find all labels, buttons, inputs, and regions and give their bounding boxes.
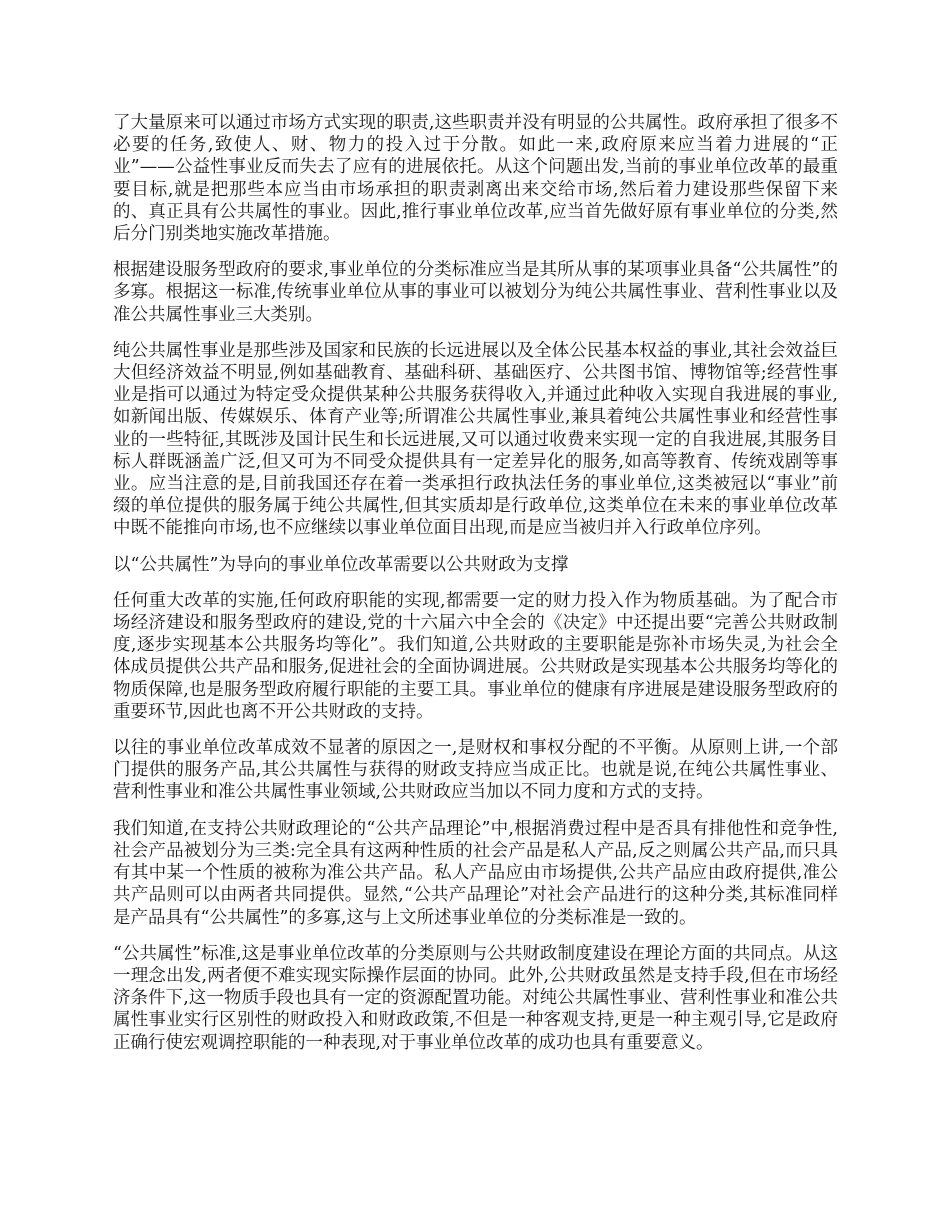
- paragraph-public-goods-theory: 我们知道,在支持公共财政理论的“公共产品理论”中,根据消费过程中是否具有排他性和竞争性,社会产品被划分为三类:完全具有这两种性质的社会产品是私人产品,反之则属公共产品,而只具有其中某一个性质的被称为准公共产品。私人产品应由市场提供,公共产品应由政府提供,准公共产品则可以由两者共同提供。显然,“公共产品理论”对社会产品进行的这种分类,其标准同样是产品具有“公共属性”的多寡,这与上文所述事业单位的分类标准是一致的。: [113, 818, 838, 928]
- paragraph-intro-continued: 了大量原来可以通过市场方式实现的职责,这些职责并没有明显的公共属性。政府承担了很多不必要的任务,致使人、财、物力的投入过于分散。如此一来,政府原来应当着力进展的“正业”——公益性事业反而失去了应有的进展依托。从这个问题出发,当前的事业单位改革的最重要目标,就是把那些本应当由市场承担的职责剥离出来交给市场,然后着力建设那些保留下来的、真正具有公共属性的事业。因此,推行事业单位改革,应当首先做好原有事业单位的分类,然后分门别类地实施改革措施。: [113, 113, 838, 245]
- paragraph-past-reform: 以往的事业单位改革成效不显著的原因之一,是财权和事权分配的不平衡。从原则上讲,一个部门提供的服务产品,其公共属性与获得的财政支持应当成正比。也就是说,在纯公共属性事业、营利性事业和准公共属性事业领域,公共财政应当加以不同力度和方式的支持。: [113, 738, 838, 803]
- paragraph-three-categories: 纯公共属性事业是那些涉及国家和民族的长远进展以及全体公民基本权益的事业,其社会效益巨大但经济效益不明显,例如基础教育、基础科研、基础医疗、公共图书馆、博物馆等;经营性事业是指可以通过为特定受众提供某种公共服务获得收入,并通过此种收入实现自我进展的事业,如新闻出版、传媒娱乐、体育产业等;所谓准公共属性事业,兼具着纯公共属性事业和经营性事业的一些特征,其既涉及国计民生和长远进展,又可以通过收费来实现一定的自我进展,其服务目标人群既涵盖广泛,但又可为不同受众提供具有一定差异化的服务,如高等教育、传统戏剧等事业。应当注意的是,目前我国还存在着一类承担行政执法任务的事业单位,这类被冠以“事业”前缀的单位提供的服务属于纯公共属性,但其实质却是行政单位,这类单位在未来的事业单位改革中既不能推向市场,也不应继续以事业单位面目出现,而是应当被归并入行政单位序列。: [113, 340, 838, 539]
- document-body: [113, 112, 838, 1068]
- paragraph-classification-standard: 根据建设服务型政府的要求,事业单位的分类标准应当是其所从事的某项事业具备“公共属性”的多寡。根据这一标准,传统事业单位从事的事业可以被划分为纯公共属性事业、营利性事业以及准公共属性事业三大类别。: [113, 260, 838, 325]
- paragraph-public-finance: 任何重大改革的实施,任何政府职能的实现,都需要一定的财力投入作为物质基础。为了配合市场经济建设和服务型政府的建设,党的十六届六中全会的《决定》中还提出要“完善公共财政制度,逐步实现基本公共服务均等化”。我们知道,公共财政的主要职能是弥补市场失灵,为社会全体成员提供公共产品和服务,促进社会的全面协调进展。公共财政是实现基本公共服务均等化的物质保障,也是服务型政府履行职能的主要工具。事业单位的健康有序进展是建设服务型政府的重要环节,因此也离不开公共财政的支持。: [113, 590, 838, 722]
- paragraph-conclusion: “公共属性”标准,这是事业单位改革的分类原则与公共财政制度建设在理论方面的共同点。从这一理念出发,两者便不难实现实际操作层面的协同。此外,公共财政虽然是支持手段,但在市场经济条件下,这一物质手段也具有一定的资源配置功能。对纯公共属性事业、营利性事业和准公共属性事业实行区别性的财政投入和财政政策,不但是一种客观支持,更是一种主观引导,它是政府正确行使宏观调控职能的一种表现,对于事业单位改革的成功也具有重要意义。: [113, 943, 838, 1053]
- section-heading: 以“公共属性”为导向的事业单位改革需要以公共财政为支撑: [113, 554, 569, 575]
